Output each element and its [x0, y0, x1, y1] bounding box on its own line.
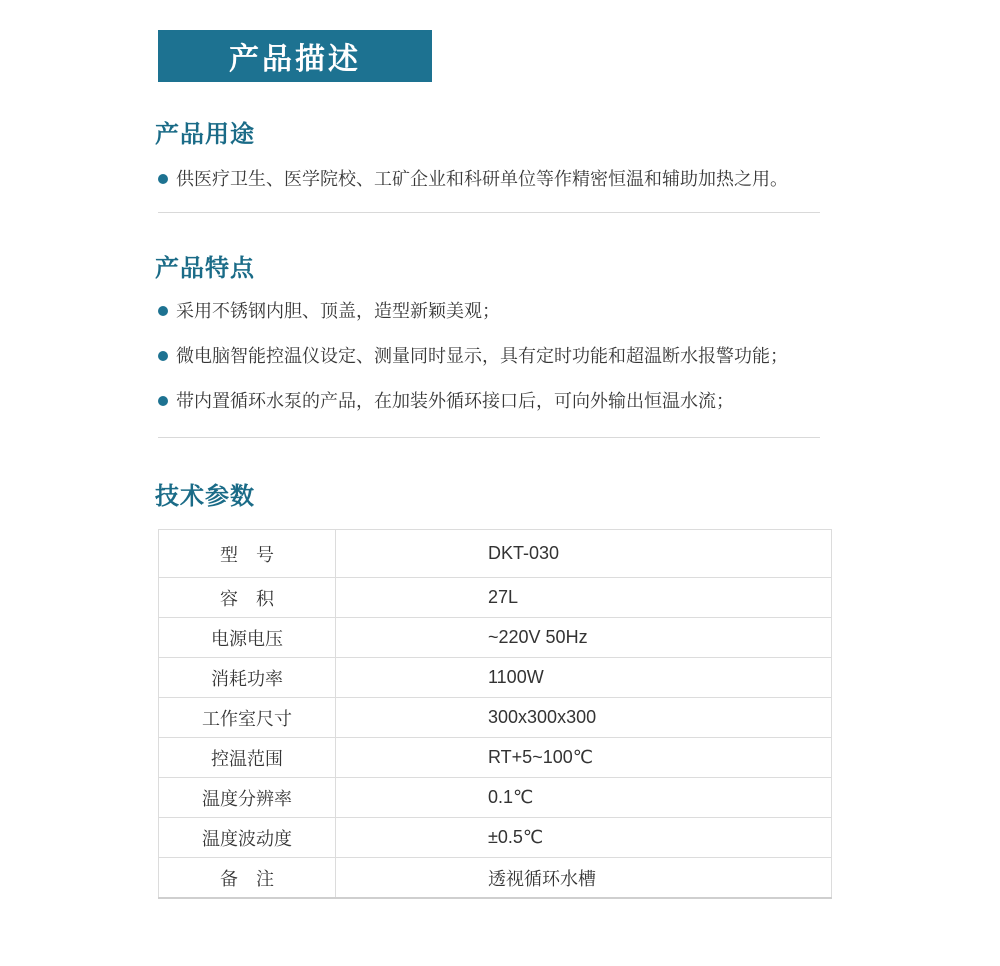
spec-label: 容 积	[159, 578, 336, 618]
table-row	[159, 618, 832, 658]
section-divider	[158, 212, 820, 213]
spec-value: DKT-030	[336, 530, 832, 578]
spec-label: 控温范围	[159, 738, 336, 778]
banner-title: 产品描述	[229, 43, 361, 76]
spec-value: RT+5~100℃	[336, 738, 832, 778]
features-heading: 产品特点	[155, 255, 255, 282]
table-row	[159, 778, 832, 818]
table-row	[159, 858, 832, 899]
spec-label: 工作室尺寸	[159, 698, 336, 738]
spec-label: 电源电压	[159, 618, 336, 658]
features-bullet-item	[158, 299, 838, 323]
table-row	[159, 698, 832, 738]
usage-bullet-item	[158, 167, 838, 191]
section-divider	[158, 437, 820, 438]
spec-value: ±0.5℃	[336, 818, 832, 858]
spec-table	[158, 529, 832, 899]
features-bullet-text: 带内置循环水泵的产品，在加装外循环接口后，可向外输出恒温水流；	[176, 391, 734, 411]
spec-value: 0.1℃	[336, 778, 832, 818]
table-row	[159, 578, 832, 618]
features-bullet-item	[158, 344, 838, 368]
spec-value: 300x300x300	[336, 698, 832, 738]
table-row	[159, 658, 832, 698]
features-bullet-text: 采用不锈钢内胆、顶盖，造型新颖美观；	[176, 301, 500, 321]
bullet-dot-icon	[158, 306, 168, 316]
table-row	[159, 818, 832, 858]
features-bullet-item	[158, 389, 838, 413]
spec-value: 27L	[336, 578, 832, 618]
spec-value: ~220V 50Hz	[336, 618, 832, 658]
table-row	[159, 530, 832, 578]
section-banner	[158, 30, 432, 82]
spec-label: 温度分辨率	[159, 778, 336, 818]
spec-value: 透视循环水槽	[336, 858, 832, 899]
spec-value: 1100W	[336, 658, 832, 698]
usage-heading: 产品用途	[155, 121, 255, 148]
bullet-dot-icon	[158, 174, 168, 184]
table-row	[159, 738, 832, 778]
spec-label: 温度波动度	[159, 818, 336, 858]
spec-label: 消耗功率	[159, 658, 336, 698]
bullet-dot-icon	[158, 396, 168, 406]
spec-label: 备 注	[159, 858, 336, 899]
bullet-dot-icon	[158, 351, 168, 361]
features-bullet-text: 微电脑智能控温仪设定、测量同时显示，具有定时功能和超温断水报警功能；	[176, 346, 788, 366]
spec-label: 型 号	[159, 530, 336, 578]
usage-bullet-text: 供医疗卫生、医学院校、工矿企业和科研单位等作精密恒温和辅助加热之用。	[176, 169, 788, 189]
specs-heading: 技术参数	[155, 483, 255, 510]
